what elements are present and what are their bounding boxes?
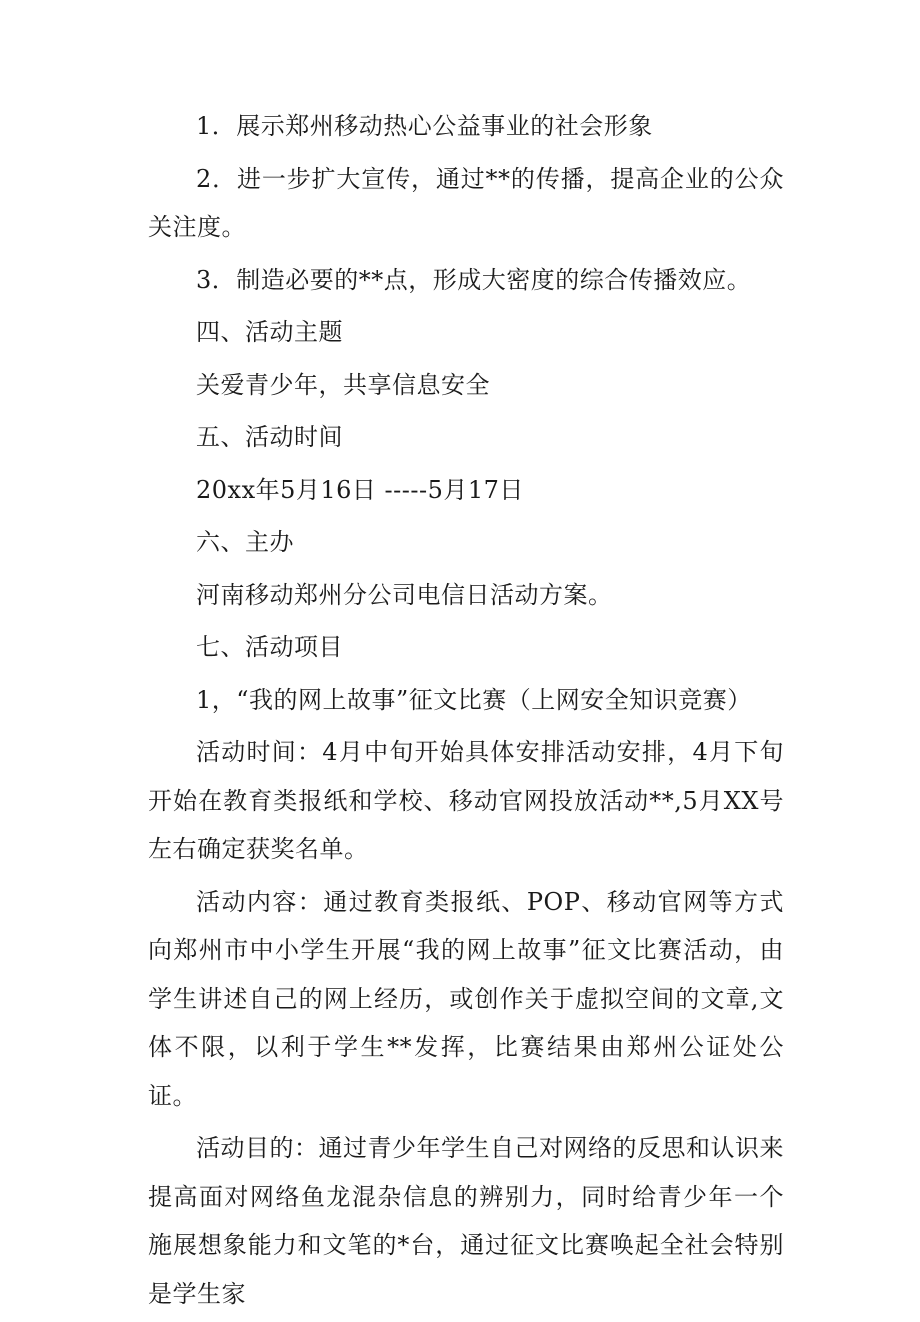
theme-text: 关爱青少年，共享信息安全 [196, 370, 490, 399]
project-purpose-paragraph: 活动目的：通过青少年学生自己对网络的反思和认识来提高面对网络鱼龙混杂信息的辨别力，同时给青少年一个施展想象能力和文笔的*台，通过征文比赛唤起全社会特别是学生家 [148, 1134, 784, 1308]
goal-item-2: 2．进一步扩大宣传，通过**的传播，提高企业的公众关注度。 [148, 164, 784, 241]
goal-item-3: 3．制造必要的**点，形成大密度的综合传播效应。 [196, 265, 752, 294]
section-heading-host: 六、主办 [196, 528, 294, 556]
project-title-1: 1，“我的网上故事”征文比赛（上网安全知识竞赛） [196, 685, 752, 714]
document-body [148, 102, 784, 1322]
goal-item-1: 1．展示郑州移动热心公益事业的社会形象 [196, 112, 653, 140]
project-time-paragraph: 活动时间：4月中旬开始具体安排活动安排，4月下旬开始在教育类报纸和学校、移动官网投放活动**,5月XX号左右确定获奖名单。 [148, 738, 784, 863]
host-text: 河南移动郑州分公司电信日活动方案。 [196, 580, 613, 609]
section-heading-time: 五、活动时间 [196, 423, 343, 451]
section-heading-projects: 七、活动项目 [196, 633, 343, 661]
section-heading-theme: 四、活动主题 [196, 318, 343, 346]
project-content-paragraph: 活动内容：通过教育类报纸、POP、移动官网等方式向郑州市中小学生开展“我的网上故事”征文比赛活动，由学生讲述自己的网上经历，或创作关于虚拟空间的文章,文体不限，以利于学生**发挥，比赛结果由郑州公证处公证。 [148, 887, 784, 1110]
time-text: 20xx年5月16日 -----5月17日 [196, 475, 524, 504]
